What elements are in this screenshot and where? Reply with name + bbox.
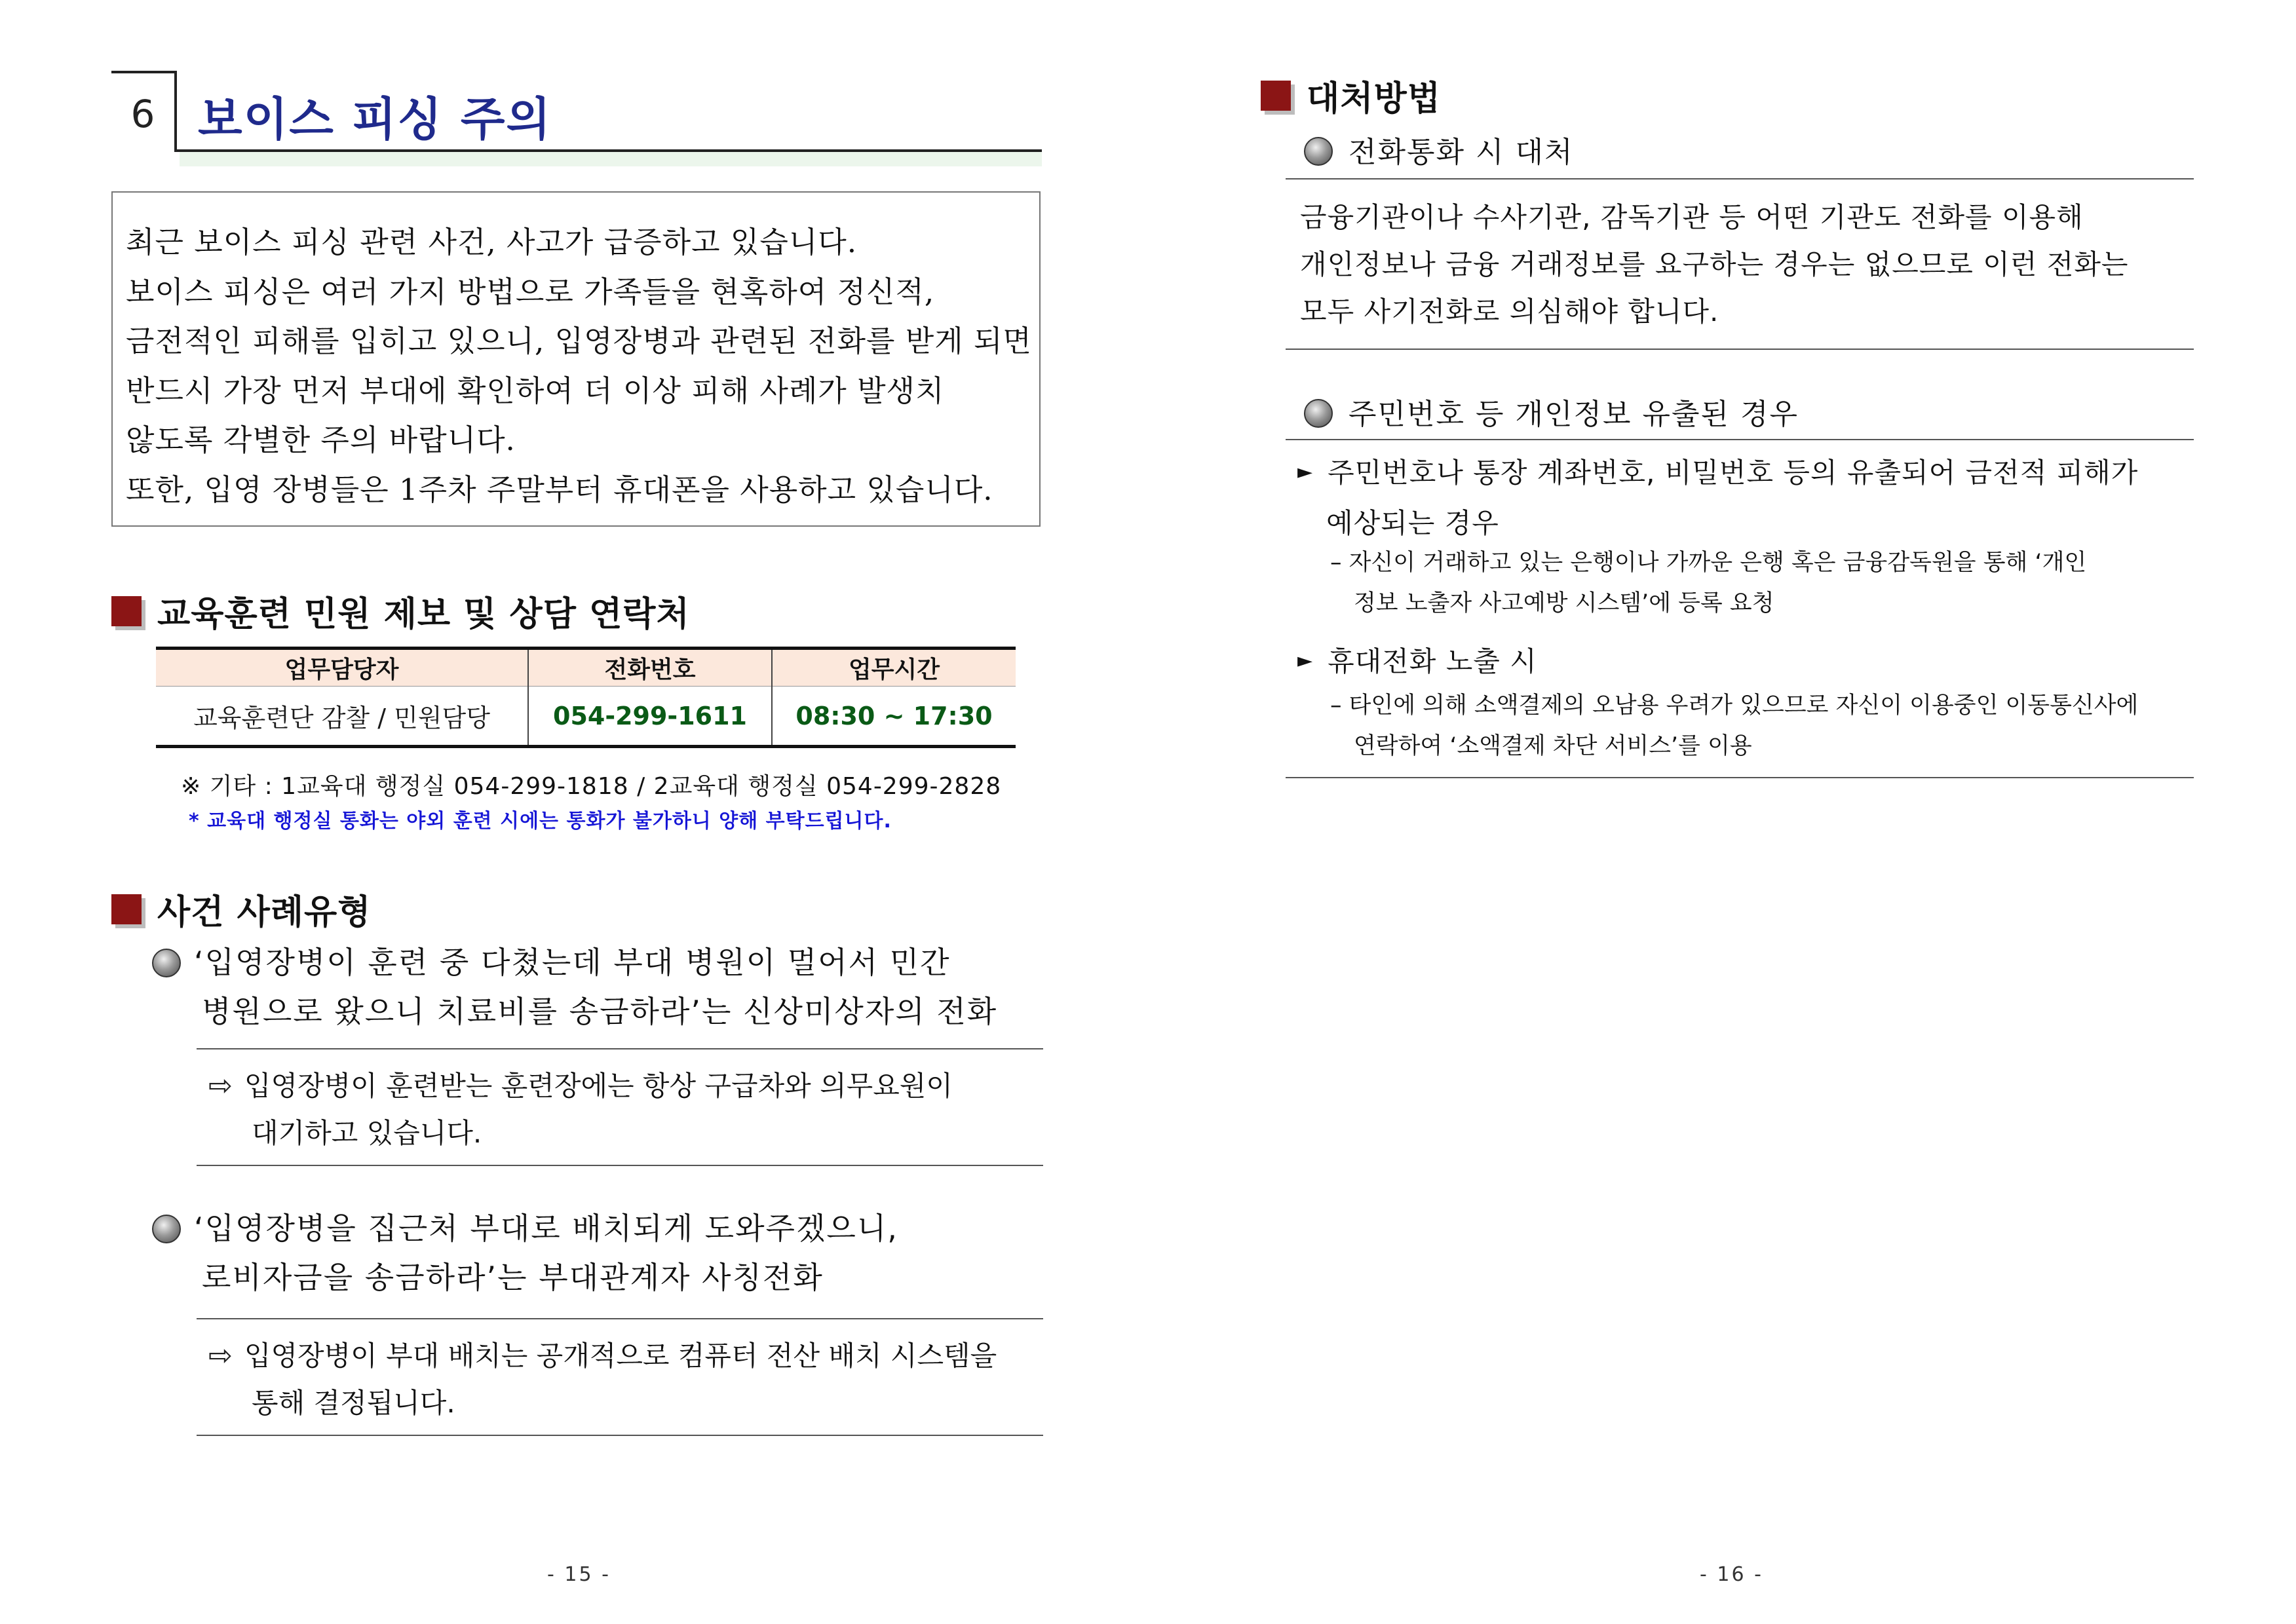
case-quote-line: ‘입영장병이 훈련 중 다쳤는데 부대 병원이 멀어서 민간: [194, 945, 951, 980]
response-section-heading: [1261, 71, 1441, 120]
case-quote-line: 병원으로 왔으니 치료비를 송금하라’는 신상미상자의 전화: [202, 994, 998, 1029]
gray-ball-bullet-icon: [1304, 399, 1333, 428]
contact-table: [156, 647, 1016, 748]
cell-staff: 교육훈련단 감찰 / 민원담당: [156, 687, 528, 747]
intro-line: 또한, 입영 장병들은 1주차 주말부터 휴대폰을 사용하고 있습니다.: [126, 472, 993, 507]
intro-line: 최근 보이스 피싱 관련 사건, 사고가 급증하고 있습니다.: [126, 225, 858, 259]
cell-phone[interactable]: 054-299-1611: [528, 687, 772, 747]
leak-subheading: [1304, 390, 1799, 432]
leak-item-2-detail-line: 연락하여 ‘소액결제 차단 서비스’를 이용: [1354, 733, 1752, 759]
intro-line: 금전적인 피해를 입히고 있으니, 입영장병과 관련된 전화를 받게 되면: [126, 324, 1032, 358]
gray-ball-bullet-icon: [1304, 137, 1333, 166]
cell-hours: 08:30 ~ 17:30: [772, 687, 1016, 747]
header-phone: 전화번호: [528, 649, 772, 687]
cases-section-heading: [111, 884, 372, 934]
maroon-square-bullet-icon: [111, 894, 142, 924]
gray-ball-bullet-icon: [152, 949, 181, 977]
note-field-training: * 교육대 행정실 통화는 야외 훈련 시에는 통화가 불가하니 양해 부탁드립니다.: [189, 810, 892, 833]
divider: [1286, 439, 2194, 440]
leak-item-1-detail-line: – 자신이 거래하고 있는 은행이나 가까운 은행 혹은 금융감독원을 통해 ‘개인: [1330, 550, 2087, 576]
call-subheading: [1304, 128, 1574, 170]
chapter-title: 보이스 피싱 주의: [198, 92, 552, 146]
call-guidance-line: 금융기관이나 수사기관, 감독기관 등 어떤 기관도 전화를 이용해: [1300, 201, 2084, 233]
chapter-shade: [180, 152, 1042, 166]
leak-item-1-detail: [1330, 542, 2086, 624]
maroon-square-bullet-icon: [111, 596, 142, 626]
intro-line: 반드시 가장 먼저 부대에 확인하여 더 이상 피해 사례가 발생치: [126, 373, 945, 408]
call-guidance-line: 모두 사기전화로 의심해야 합니다.: [1300, 295, 1719, 328]
table-row: [156, 687, 1016, 747]
maroon-square-bullet-icon: [1261, 81, 1291, 111]
triangle-right-icon: ►: [1297, 461, 1314, 483]
leak-item-1-detail-line: 정보 노출자 사고예방 시스템’에 등록 요청: [1354, 590, 1774, 616]
response-section-title: 대처방법: [1307, 79, 1441, 119]
case-answer-line: 대기하고 있습니다.: [252, 1117, 482, 1149]
case-answer-line: 통해 결정됩니다.: [252, 1387, 455, 1419]
case-quote-line: 로비자금을 송금하라’는 부대관계자 사칭전화: [202, 1260, 824, 1295]
case-answer-line: 입영장병이 훈련받는 훈련장에는 항상 구급차와 의무요원이: [244, 1070, 953, 1102]
divider: [1286, 349, 2194, 350]
intro-line: 않도록 각별한 주의 바랍니다.: [126, 423, 516, 457]
case-answer: [208, 1332, 997, 1427]
leak-item-2-detail: [1330, 685, 2138, 766]
leak-item-1-line: 예상되는 경우: [1326, 507, 1499, 539]
divider: [1286, 777, 2194, 778]
chapter-number: 6: [130, 92, 155, 136]
chapter-number-box: [111, 71, 177, 152]
contact-section-title: 교육훈련 민원 제보 및 상담 연락처: [157, 595, 690, 634]
hollow-arrow-right-icon: ⇨: [208, 1069, 233, 1103]
note-other-offices: ※ 기타 : 1교육대 행정실 054-299-1818 / 2교육대 행정실 054-299-2828: [181, 773, 1002, 800]
hollow-arrow-right-icon: ⇨: [208, 1339, 233, 1372]
leak-item-2-text: 휴대전화 노출 시: [1328, 645, 1537, 677]
leak-item-2: [1297, 638, 1537, 689]
contact-section-heading: [111, 586, 690, 635]
chapter-header: [111, 71, 1042, 153]
case-answer: [208, 1063, 953, 1157]
divider: [1286, 178, 2194, 179]
header-staff: 업무담당자: [156, 649, 528, 687]
page-number-left: - 15 -: [547, 1563, 611, 1586]
leak-item-1-line: 주민번호나 통장 계좌번호, 비밀번호 등의 유출되어 금전적 피해가: [1328, 457, 2139, 489]
gray-ball-bullet-icon: [152, 1215, 181, 1243]
triangle-right-icon: ►: [1297, 649, 1314, 672]
intro-box: [111, 191, 1041, 527]
header-hours: 업무시간: [772, 649, 1016, 687]
case-item: [152, 938, 1043, 1174]
leak-subheading-text: 주민번호 등 개인정보 유출된 경우: [1349, 398, 1799, 431]
call-guidance: [1300, 194, 2128, 335]
case-item: [152, 1204, 1043, 1440]
case-answer-box: [197, 1318, 1043, 1436]
call-guidance-line: 개인정보나 금융 거래정보를 요구하는 경우는 없으므로 이런 전화는: [1300, 248, 2129, 280]
case-quote: [194, 1204, 898, 1302]
page-number-right: - 16 -: [1700, 1563, 1763, 1586]
case-answer-box: [197, 1048, 1043, 1166]
call-subheading-text: 전화통화 시 대처: [1349, 136, 1574, 169]
case-quote: [194, 938, 997, 1036]
cases-section-title: 사건 사례유형: [157, 893, 372, 932]
leak-item-2-detail-line: – 타인에 의해 소액결제의 오남용 우려가 있으므로 자신이 이용중인 이동통신사에: [1330, 692, 2139, 719]
contact-table-header-row: [156, 649, 1016, 687]
case-quote-line: ‘입영장병을 집근처 부대로 배치되게 도와주겠으니,: [194, 1211, 898, 1246]
intro-line: 보이스 피싱은 여러 가지 방법으로 가족들을 현혹하여 정신적,: [126, 274, 935, 309]
case-answer-line: 입영장병이 부대 배치는 공개적으로 컴퓨터 전산 배치 시스템을: [244, 1340, 997, 1372]
leak-item-1: [1297, 449, 2138, 547]
